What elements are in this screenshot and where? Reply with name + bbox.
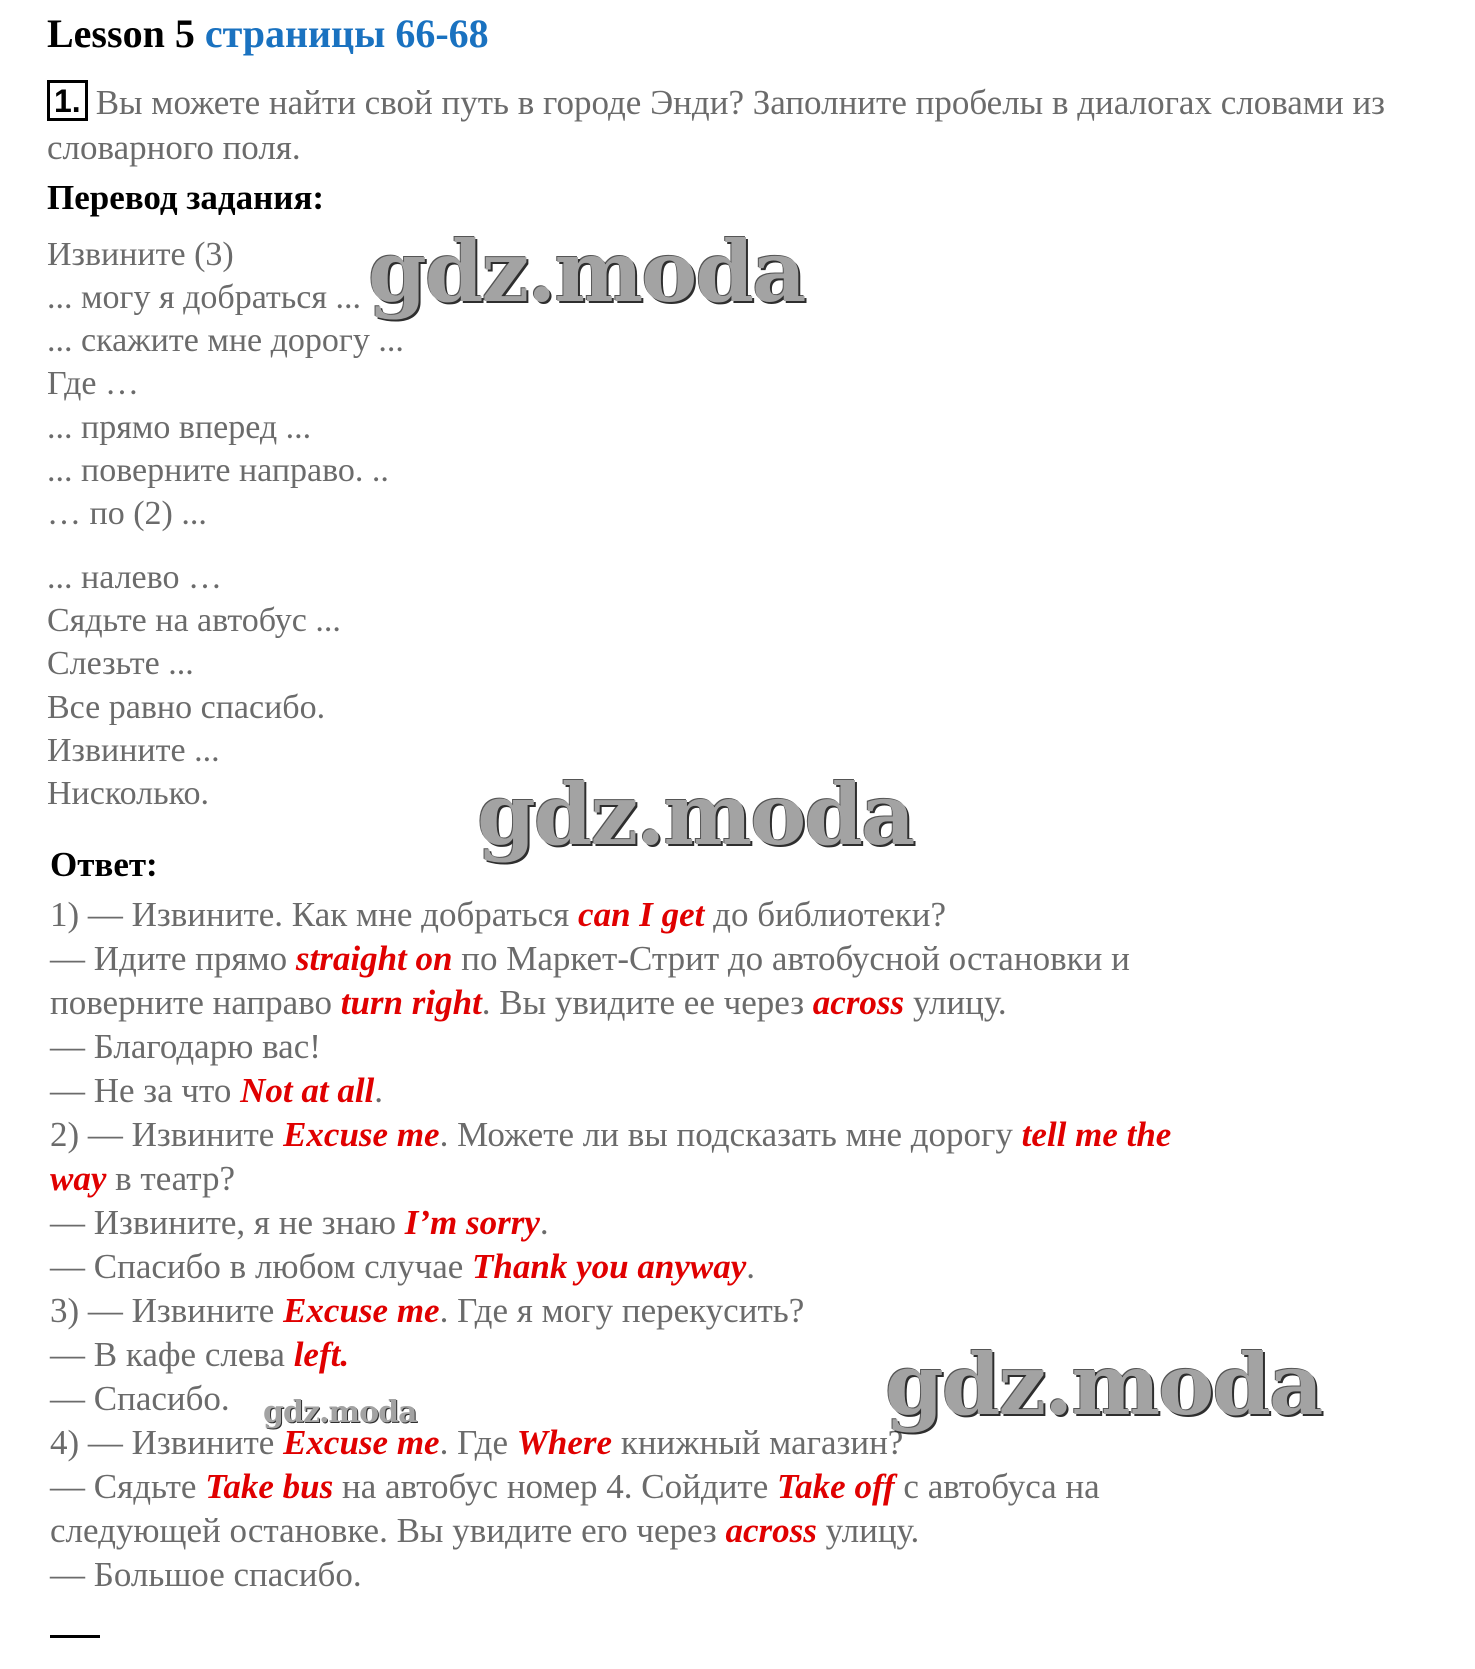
translation-line: Нисколько.: [47, 775, 209, 812]
answer-text: 3) — Извините: [50, 1291, 284, 1330]
answer-line: [50, 1421, 903, 1465]
answer-english: across: [725, 1511, 817, 1550]
answer-line: [50, 1377, 230, 1421]
page-title: [47, 10, 489, 57]
pages-range: страницы 66-68: [204, 11, 489, 56]
translation-line: Извините ...: [47, 732, 220, 769]
answer-line: [50, 1069, 383, 1113]
translation-line: Сядьте на автобус ...: [47, 602, 341, 639]
answer-text: по Маркет-Стрит до автобусной остановки и: [452, 939, 1130, 978]
translation-line: Все равно спасибо.: [47, 689, 326, 726]
answer-line: [50, 937, 1130, 981]
answer-english: Excuse me: [283, 1291, 440, 1330]
answer-line: [50, 1333, 349, 1377]
watermark: gdz.moda: [368, 222, 805, 321]
answer-text: улицу.: [816, 1511, 920, 1550]
answer-english: Thank you anyway: [472, 1247, 747, 1286]
watermark: gdz.moda: [263, 1395, 417, 1430]
answer-text: — Извините, я не знаю: [50, 1203, 405, 1242]
answer-english: tell me the: [1021, 1115, 1172, 1154]
answer-text: следующей остановке. Вы увидите его через: [50, 1511, 726, 1550]
answer-text: — Благодарю вас!: [50, 1027, 321, 1066]
translation-line: ... поверните направо. ..: [47, 452, 389, 489]
answer-text: улицу.: [904, 983, 1007, 1022]
answer-text: поверните направо: [50, 983, 341, 1022]
answer-text: . Где: [439, 1423, 517, 1462]
answer-line: [50, 1157, 235, 1201]
translation-line: ... могу я добраться ...: [47, 279, 362, 316]
answer-english: Take bus: [205, 1467, 334, 1506]
translation-line: … по (2) ...: [47, 495, 207, 532]
answer-text: — Не за что: [50, 1071, 241, 1110]
answer-english: Take off: [777, 1467, 895, 1506]
answer-english: Excuse me: [283, 1115, 440, 1154]
lesson-label: Lesson 5: [47, 11, 195, 56]
answer-text: . Вы увидите ее через: [481, 983, 813, 1022]
answer-english: way: [50, 1159, 107, 1198]
answer-text: .: [746, 1247, 755, 1286]
answer-line: [50, 1465, 1100, 1509]
answer-text: с автобуса на: [894, 1467, 1100, 1506]
answer-text: — Идите прямо: [50, 939, 296, 978]
answer-text: до библиотеки?: [704, 895, 947, 934]
translation-line: ... налево …: [47, 559, 222, 596]
answer-text: — Сядьте: [50, 1467, 206, 1506]
answer-text: в театр?: [106, 1159, 236, 1198]
translation-line: Где …: [47, 365, 139, 402]
answer-english: turn right: [340, 983, 482, 1022]
task-text: Вы можете найти свой путь в городе Энди? Заполните пробелы в диалогах словами из словарного поля.: [47, 83, 1385, 167]
watermark: gdz.moda: [477, 765, 914, 864]
answer-english: can I get: [578, 895, 705, 934]
watermark: gdz.moda: [885, 1335, 1322, 1434]
translation-line: Слезьте ...: [47, 645, 194, 682]
answer-english: across: [812, 983, 905, 1022]
answer-text: — Большое спасибо.: [50, 1555, 362, 1594]
answer-line: [50, 1553, 362, 1597]
answer-english: Excuse me: [283, 1423, 440, 1462]
answer-english: Not at all: [240, 1071, 375, 1110]
answer-english: Where: [516, 1423, 613, 1462]
answer-line: [50, 1113, 1171, 1157]
answer-english: I’m sorry: [404, 1203, 540, 1242]
answer-line: [50, 981, 1007, 1025]
answer-text: 2) — Извините: [50, 1115, 284, 1154]
answer-line: [50, 1201, 549, 1245]
translation-heading: Перевод задания:: [47, 178, 325, 217]
answer-text: 1) — Извините. Как мне добраться: [50, 895, 579, 934]
answer-text: — Спасибо в любом случае: [50, 1247, 473, 1286]
answer-line: [50, 1025, 321, 1069]
answer-text: — В кафе слева: [50, 1335, 294, 1374]
trailing-dash: [50, 1635, 100, 1638]
answer-line: [50, 893, 946, 937]
answer-line: [50, 1245, 755, 1289]
task-statement: [47, 80, 1407, 170]
answer-english: straight on: [295, 939, 453, 978]
answer-text: .: [539, 1203, 549, 1242]
answer-text: 4) — Извините: [50, 1423, 284, 1462]
answer-line: [50, 1289, 804, 1333]
task-number: 1.: [47, 80, 88, 121]
answer-text: . Где я могу перекусить?: [439, 1291, 805, 1330]
translation-line: Извините (3): [47, 236, 234, 273]
answer-heading: Ответ:: [50, 845, 158, 884]
answer-english: left.: [293, 1335, 350, 1374]
answer-text: .: [374, 1071, 384, 1110]
answer-line: [50, 1509, 919, 1553]
translation-line: ... прямо вперед ...: [47, 409, 312, 446]
answer-text: книжный магазин?: [612, 1423, 904, 1462]
answer-text: . Можете ли вы подсказать мне дорогу: [439, 1115, 1022, 1154]
answer-text: — Спасибо.: [50, 1379, 230, 1418]
answer-text: на автобус номер 4. Сойдите: [333, 1467, 778, 1506]
translation-line: ... скажите мне дорогу ...: [47, 322, 404, 359]
